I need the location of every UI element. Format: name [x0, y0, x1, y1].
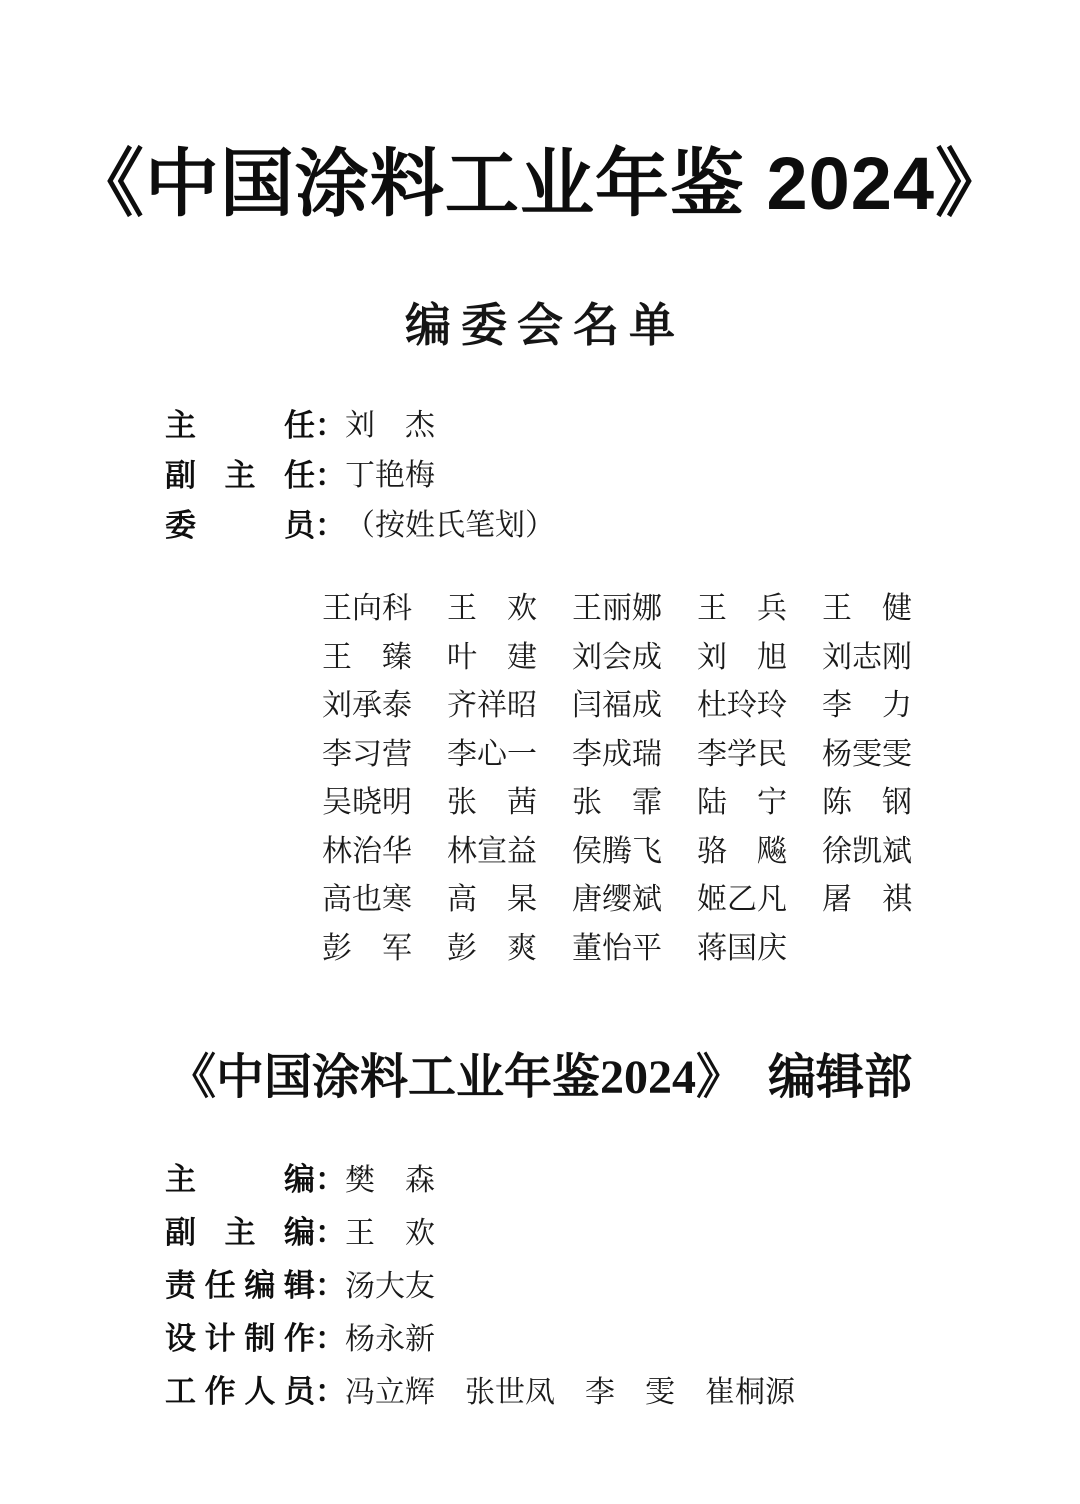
committee-row	[322, 630, 914, 679]
label-char: 委	[165, 507, 196, 543]
role-label	[165, 1207, 315, 1252]
role-colon: ：	[315, 407, 346, 443]
role-value: 王 欢	[345, 1216, 435, 1250]
role-row-deputy-director	[165, 447, 555, 497]
member-name: 彭 军	[322, 931, 412, 965]
member-name: 高 杲	[447, 883, 537, 917]
committee-row	[322, 921, 914, 970]
role-label	[165, 400, 315, 445]
label-char: 工	[165, 1374, 196, 1409]
role-label	[165, 500, 315, 545]
role-colon: ：	[315, 507, 346, 543]
role-value: 汤大友	[345, 1269, 435, 1303]
member-name: 屠 祺	[822, 883, 912, 917]
member-name: 刘志刚	[822, 640, 912, 674]
role-colon: ：	[315, 1215, 346, 1250]
role-value: （按姓氏笔划）	[345, 509, 555, 542]
committee-heading: 编委会名单	[405, 300, 685, 351]
role-value: 冯立辉 张世凤 李 雯 崔桐源	[345, 1375, 795, 1409]
role-value: 樊 森	[345, 1163, 435, 1197]
member-name: 王丽娜	[572, 592, 662, 626]
role-label	[165, 1260, 315, 1305]
member-name: 王 欢	[447, 592, 537, 626]
member-name: 徐凯斌	[822, 834, 912, 868]
label-char: 人	[244, 1374, 276, 1409]
label-char: 计	[204, 1321, 236, 1356]
role-row-director	[165, 397, 555, 447]
member-name: 吴晓明	[322, 786, 412, 820]
label-char: 责	[165, 1268, 196, 1303]
label-char: 制	[244, 1321, 276, 1356]
label-char: 编	[284, 1215, 315, 1250]
member-name: 骆 飚	[697, 834, 787, 868]
label-char: 任	[284, 457, 315, 493]
member-name: 刘 旭	[697, 640, 787, 674]
role-label	[165, 1366, 315, 1411]
label-char: 设	[165, 1321, 196, 1356]
label-char: 主	[224, 1215, 256, 1250]
member-name: 陆 宁	[697, 786, 787, 820]
role-colon: ：	[315, 457, 346, 493]
label-char: 主	[165, 407, 196, 443]
member-name: 刘承泰	[322, 689, 412, 723]
member-name: 林宣益	[447, 834, 537, 868]
editorial-roles	[165, 1150, 795, 1415]
member-name: 叶 建	[447, 640, 537, 674]
member-name: 王 健	[822, 592, 912, 626]
label-char: 员	[284, 507, 315, 543]
label-char: 任	[284, 407, 315, 443]
member-name: 杨雯雯	[822, 737, 912, 771]
committee-row	[322, 581, 914, 630]
member-name: 李习营	[322, 737, 412, 771]
role-colon: ：	[315, 1374, 346, 1409]
role-label	[165, 1313, 315, 1358]
label-char: 员	[283, 1374, 315, 1409]
role-value: 杨永新	[345, 1322, 435, 1356]
role-row-chief-editor	[165, 1150, 795, 1203]
member-name: 杜玲玲	[697, 689, 787, 723]
member-name: 姬乙凡	[697, 883, 787, 917]
member-name: 张 茜	[447, 786, 537, 820]
member-name: 刘会成	[572, 640, 662, 674]
member-name: 林治华	[322, 834, 412, 868]
member-name: 董怡平	[572, 931, 662, 965]
editorial-dept-heading: 《中国涂料工业年鉴2024》 编辑部	[167, 1051, 912, 1104]
member-name: 李成瑞	[572, 737, 662, 771]
role-colon: ：	[315, 1268, 346, 1303]
committee-row	[322, 727, 914, 776]
member-name: 闫福成	[572, 689, 662, 723]
label-char: 编	[284, 1162, 315, 1197]
label-char: 主	[224, 457, 256, 493]
member-name: 王 臻	[322, 640, 412, 674]
role-value: 丁艳梅	[345, 459, 435, 492]
role-row-deputy-chief-editor	[165, 1203, 795, 1256]
role-label	[165, 1154, 315, 1199]
committee-row	[322, 872, 914, 921]
member-name: 蒋国庆	[697, 931, 787, 965]
role-colon: ：	[315, 1321, 346, 1356]
label-char: 作	[204, 1374, 236, 1409]
role-row-design-production	[165, 1309, 795, 1362]
label-char: 辑	[283, 1268, 315, 1303]
member-name: 陈 钢	[822, 786, 912, 820]
member-name: 李心一	[447, 737, 537, 771]
member-name: 齐祥昭	[447, 689, 537, 723]
role-row-members	[165, 497, 555, 547]
committee-row	[322, 678, 914, 727]
member-name: 唐缨斌	[572, 883, 662, 917]
committee-row	[322, 775, 914, 824]
member-name: 李 力	[822, 689, 912, 723]
label-char: 副	[165, 1215, 196, 1250]
member-name: 张 霏	[572, 786, 662, 820]
label-char: 主	[165, 1162, 196, 1197]
label-char: 作	[283, 1321, 315, 1356]
member-name: 李学民	[697, 737, 787, 771]
page-title: 《中国涂料工业年鉴 2024》	[69, 142, 1011, 225]
role-row-staff	[165, 1362, 795, 1415]
label-char: 副	[165, 457, 196, 493]
committee-row	[322, 824, 914, 873]
role-value: 刘 杰	[345, 409, 435, 442]
member-name: 高也寒	[322, 883, 412, 917]
role-label	[165, 450, 315, 495]
member-name: 侯腾飞	[572, 834, 662, 868]
committee-member-grid	[322, 581, 914, 969]
label-char: 编	[244, 1268, 276, 1303]
committee-roles	[165, 397, 555, 547]
role-colon: ：	[315, 1162, 346, 1197]
member-name: 王 兵	[697, 592, 787, 626]
label-char: 任	[204, 1268, 236, 1303]
role-row-responsible-editor	[165, 1256, 795, 1309]
member-name: 王向科	[322, 592, 412, 626]
member-name: 彭 爽	[447, 931, 537, 965]
